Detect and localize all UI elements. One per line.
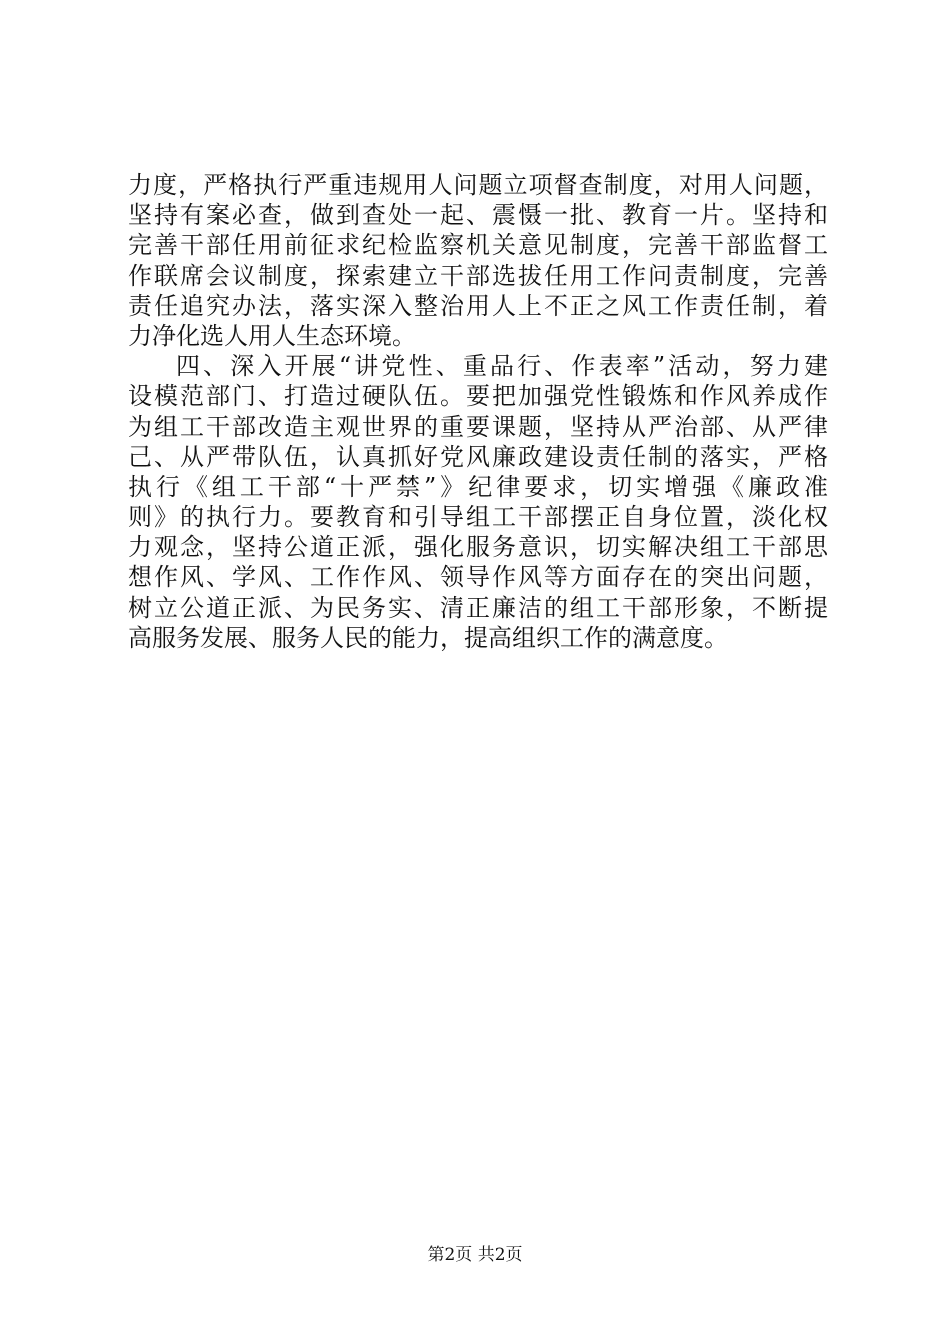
document-body: [128, 170, 828, 653]
text-line: 力净化选人用人生态环境。: [128, 321, 416, 350]
text-line: 力度，严格执行严重违规用人问题立项督查制度，对用人问题，: [128, 171, 828, 199]
text-line: 己、从严带队伍，认真抓好党风廉政建设责任制的落实，严格: [128, 442, 828, 471]
text-line: 树立公道正派、为民务实、清正廉洁的组工干部形象，不断提: [128, 593, 828, 622]
text-line: 坚持有案必查，做到查处一起、震慑一批、教育一片。坚持和: [128, 201, 828, 230]
text-line: 为组工干部改造主观世界的重要课题，坚持从严治部、从严律: [128, 412, 828, 441]
text-line: 则》的执行力。要教育和引导组工干部摆正自身位置，淡化权: [128, 503, 828, 532]
text-line: 作联席会议制度，探索建立干部选拔任用工作问责制度，完善: [128, 261, 828, 290]
page-number-footer: 第2页 共2页: [427, 1245, 523, 1265]
text-line: 力观念，坚持公道正派，强化服务意识，切实解决组工干部思: [128, 533, 828, 562]
text-line: 高服务发展、服务人民的能力，提高组织工作的满意度。: [128, 623, 728, 652]
text-line: 执行《组工干部“十严禁”》纪律要求，切实增强《廉政准: [128, 472, 828, 501]
text-line: 想作风、学风、工作作风、领导作风等方面存在的突出问题，: [128, 563, 828, 592]
text-line: 责任追究办法，落实深入整治用人上不正之风工作责任制，着: [128, 291, 828, 320]
text-line: 四、深入开展“讲党性、重品行、作表率”活动，努力建: [176, 352, 828, 381]
text-line: 设模范部门、打造过硬队伍。要把加强党性锻炼和作风养成作: [128, 382, 828, 411]
text-line: 完善干部任用前征求纪检监察机关意见制度，完善干部监督工: [128, 231, 828, 260]
